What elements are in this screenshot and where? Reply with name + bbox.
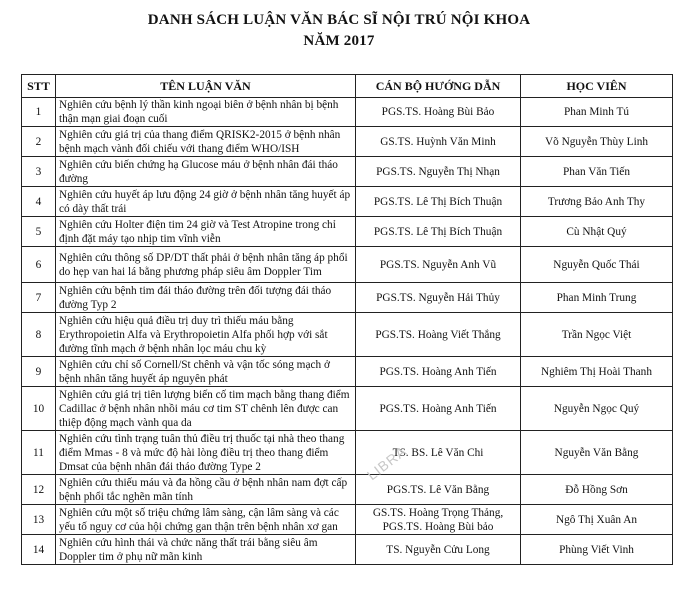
row-student: Nguyễn Văn Bằng xyxy=(521,431,673,475)
table-row xyxy=(22,157,673,187)
row-student: Võ Nguyễn Thùy Linh xyxy=(521,127,673,157)
row-student: Nghiêm Thị Hoài Thanh xyxy=(521,357,673,387)
row-stt: 7 xyxy=(22,283,56,313)
row-thesis-title: Nghiên cứu một số triệu chứng lâm sàng, cận lâm sàng và các yếu tố nguy cơ của hội chứng gan thận trên bệnh nhân xơ gan xyxy=(56,505,356,535)
row-thesis-title: Nghiên cứu bệnh lý thần kinh ngoại biên ở bệnh nhân bị bệnh thận mạn giai đoạn cuối xyxy=(56,98,356,127)
row-advisor: TS. Nguyễn Cửu Long xyxy=(356,535,521,565)
row-advisor: PGS.TS. Nguyễn Thị Nhạn xyxy=(356,157,521,187)
row-thesis-title: Nghiên cứu biến chứng hạ Glucose máu ở bệnh nhân đái tháo đường xyxy=(56,157,356,187)
row-student: Ngô Thị Xuân An xyxy=(521,505,673,535)
row-thesis-title: Nghiên cứu huyết áp lưu động 24 giờ ở bệnh nhân tăng huyết áp có dày thất trái xyxy=(56,187,356,217)
row-stt: 5 xyxy=(22,217,56,247)
row-student: Nguyễn Quốc Thái xyxy=(521,247,673,283)
row-stt: 3 xyxy=(22,157,56,187)
table-row xyxy=(22,387,673,431)
row-student: Phan Văn Tiến xyxy=(521,157,673,187)
row-thesis-title: Nghiên cứu hình thái và chức năng thất trái bằng siêu âm Doppler tim ở phụ nữ mãn kinh xyxy=(56,535,356,565)
row-stt: 1 xyxy=(22,98,56,127)
document-title: DANH SÁCH LUẬN VĂN BÁC SĨ NỘI TRÚ NỘI KHOA xyxy=(147,12,531,28)
row-thesis-title: Nghiên cứu chỉ số Cornell/St chênh và vận tốc sóng mạch ở bệnh nhân tăng huyết áp nguyên phát xyxy=(56,357,356,387)
row-advisor: PGS.TS. Hoàng Viết Thắng xyxy=(356,313,521,357)
row-advisor: PGS.TS. Nguyễn Anh Vũ xyxy=(356,247,521,283)
row-thesis-title: Nghiên cứu giá trị của thang điểm QRISK2-2015 ở bệnh nhân bệnh mạch vành đối chiếu với thang điểm WHO/ISH xyxy=(56,127,356,157)
row-advisor: TS. BS. Lê Văn Chi xyxy=(356,431,521,475)
row-thesis-title: Nghiên cứu thông số DP/DT thất phải ở bệnh nhân tăng áp phổi do hẹp van hai lá bằng phương pháp siêu âm Doppler Tim xyxy=(56,247,356,283)
row-advisor: PGS.TS. Hoàng Anh Tiến xyxy=(356,357,521,387)
row-student: Cù Nhật Quý xyxy=(521,217,673,247)
row-stt: 11 xyxy=(22,431,56,475)
column-header-title: TÊN LUẬN VĂN xyxy=(56,75,356,98)
row-thesis-title: Nghiên cứu Holter điện tim 24 giờ và Test Atropine trong chỉ định đặt máy tạo nhịp tim vĩnh viễn xyxy=(56,217,356,247)
row-student: Phan Minh Trung xyxy=(521,283,673,313)
table-row xyxy=(22,283,673,313)
table-row xyxy=(22,313,673,357)
table-header-row xyxy=(22,75,673,98)
row-student: Phan Minh Tú xyxy=(521,98,673,127)
column-header-advisor: CÁN BỘ HƯỚNG DẪN xyxy=(356,75,521,98)
row-stt: 10 xyxy=(22,387,56,431)
row-advisor: GS.TS. Hoàng Trọng Thảng, PGS.TS. Hoàng Bùi bảo xyxy=(356,505,521,535)
table-row xyxy=(22,247,673,283)
row-thesis-title: Nghiên cứu tình trạng tuân thủ điều trị thuốc tại nhà theo thang điểm Mmas - 8 và mức độ hài lòng điều trị theo thang điểm Dmsat của bệnh nhân đái tháo đường Type 2 xyxy=(56,431,356,475)
table-row xyxy=(22,217,673,247)
table-row xyxy=(22,475,673,505)
row-stt: 9 xyxy=(22,357,56,387)
row-advisor: PGS.TS. Lê Văn Bằng xyxy=(356,475,521,505)
column-header-stt: STT xyxy=(22,75,56,98)
row-thesis-title: Nghiên cứu bệnh tim đái tháo đường trên đối tượng đái tháo đường Typ 2 xyxy=(56,283,356,313)
table-row xyxy=(22,127,673,157)
row-stt: 8 xyxy=(22,313,56,357)
row-stt: 2 xyxy=(22,127,56,157)
row-student: Trương Bảo Anh Thy xyxy=(521,187,673,217)
row-stt: 6 xyxy=(22,247,56,283)
table-row xyxy=(22,505,673,535)
row-advisor: PGS.TS. Lê Thị Bích Thuận xyxy=(356,187,521,217)
row-thesis-title: Nghiên cứu giá trị tiên lượng biến cố tim mạch bằng thang điểm Cadillac ở bệnh nhân nhồi máu cơ tim ST chênh lên được can thiệp động mạch vành qua da xyxy=(56,387,356,431)
row-stt: 13 xyxy=(22,505,56,535)
row-stt: 12 xyxy=(22,475,56,505)
row-stt: 4 xyxy=(22,187,56,217)
thesis-table xyxy=(21,74,673,565)
row-advisor: PGS.TS. Lê Thị Bích Thuận xyxy=(356,217,521,247)
row-student: Nguyễn Ngọc Quý xyxy=(521,387,673,431)
row-thesis-title: Nghiên cứu thiếu máu và đa hồng cầu ở bệnh nhân nam đợt cấp bệnh phổi tắc nghẽn mãn tính xyxy=(56,475,356,505)
column-header-student: HỌC VIÊN xyxy=(521,75,673,98)
row-student: Phùng Viết Vinh xyxy=(521,535,673,565)
row-advisor: GS.TS. Huỳnh Văn Minh xyxy=(356,127,521,157)
table-row xyxy=(22,98,673,127)
row-advisor: PGS.TS. Hoàng Bùi Bảo xyxy=(356,98,521,127)
table-row xyxy=(22,535,673,565)
watermark-text: LIBRA xyxy=(363,442,410,484)
table-row xyxy=(22,187,673,217)
table-row xyxy=(22,431,673,475)
row-stt: 14 xyxy=(22,535,56,565)
row-advisor: PGS.TS. Hoàng Anh Tiến xyxy=(356,387,521,431)
row-student: Trần Ngọc Việt xyxy=(521,313,673,357)
document-year: NĂM 2017 xyxy=(303,33,375,49)
table-row xyxy=(22,357,673,387)
row-student: Đỗ Hồng Sơn xyxy=(521,475,673,505)
row-advisor: PGS.TS. Nguyễn Hải Thủy xyxy=(356,283,521,313)
row-thesis-title: Nghiên cứu hiệu quả điều trị duy trì thiếu máu bằng Erythropoietin Alfa và Erythropoietin Alfa phối hợp với sắt đường tĩnh mạch ở bệnh nhân lọc máu chu kỳ xyxy=(56,313,356,357)
